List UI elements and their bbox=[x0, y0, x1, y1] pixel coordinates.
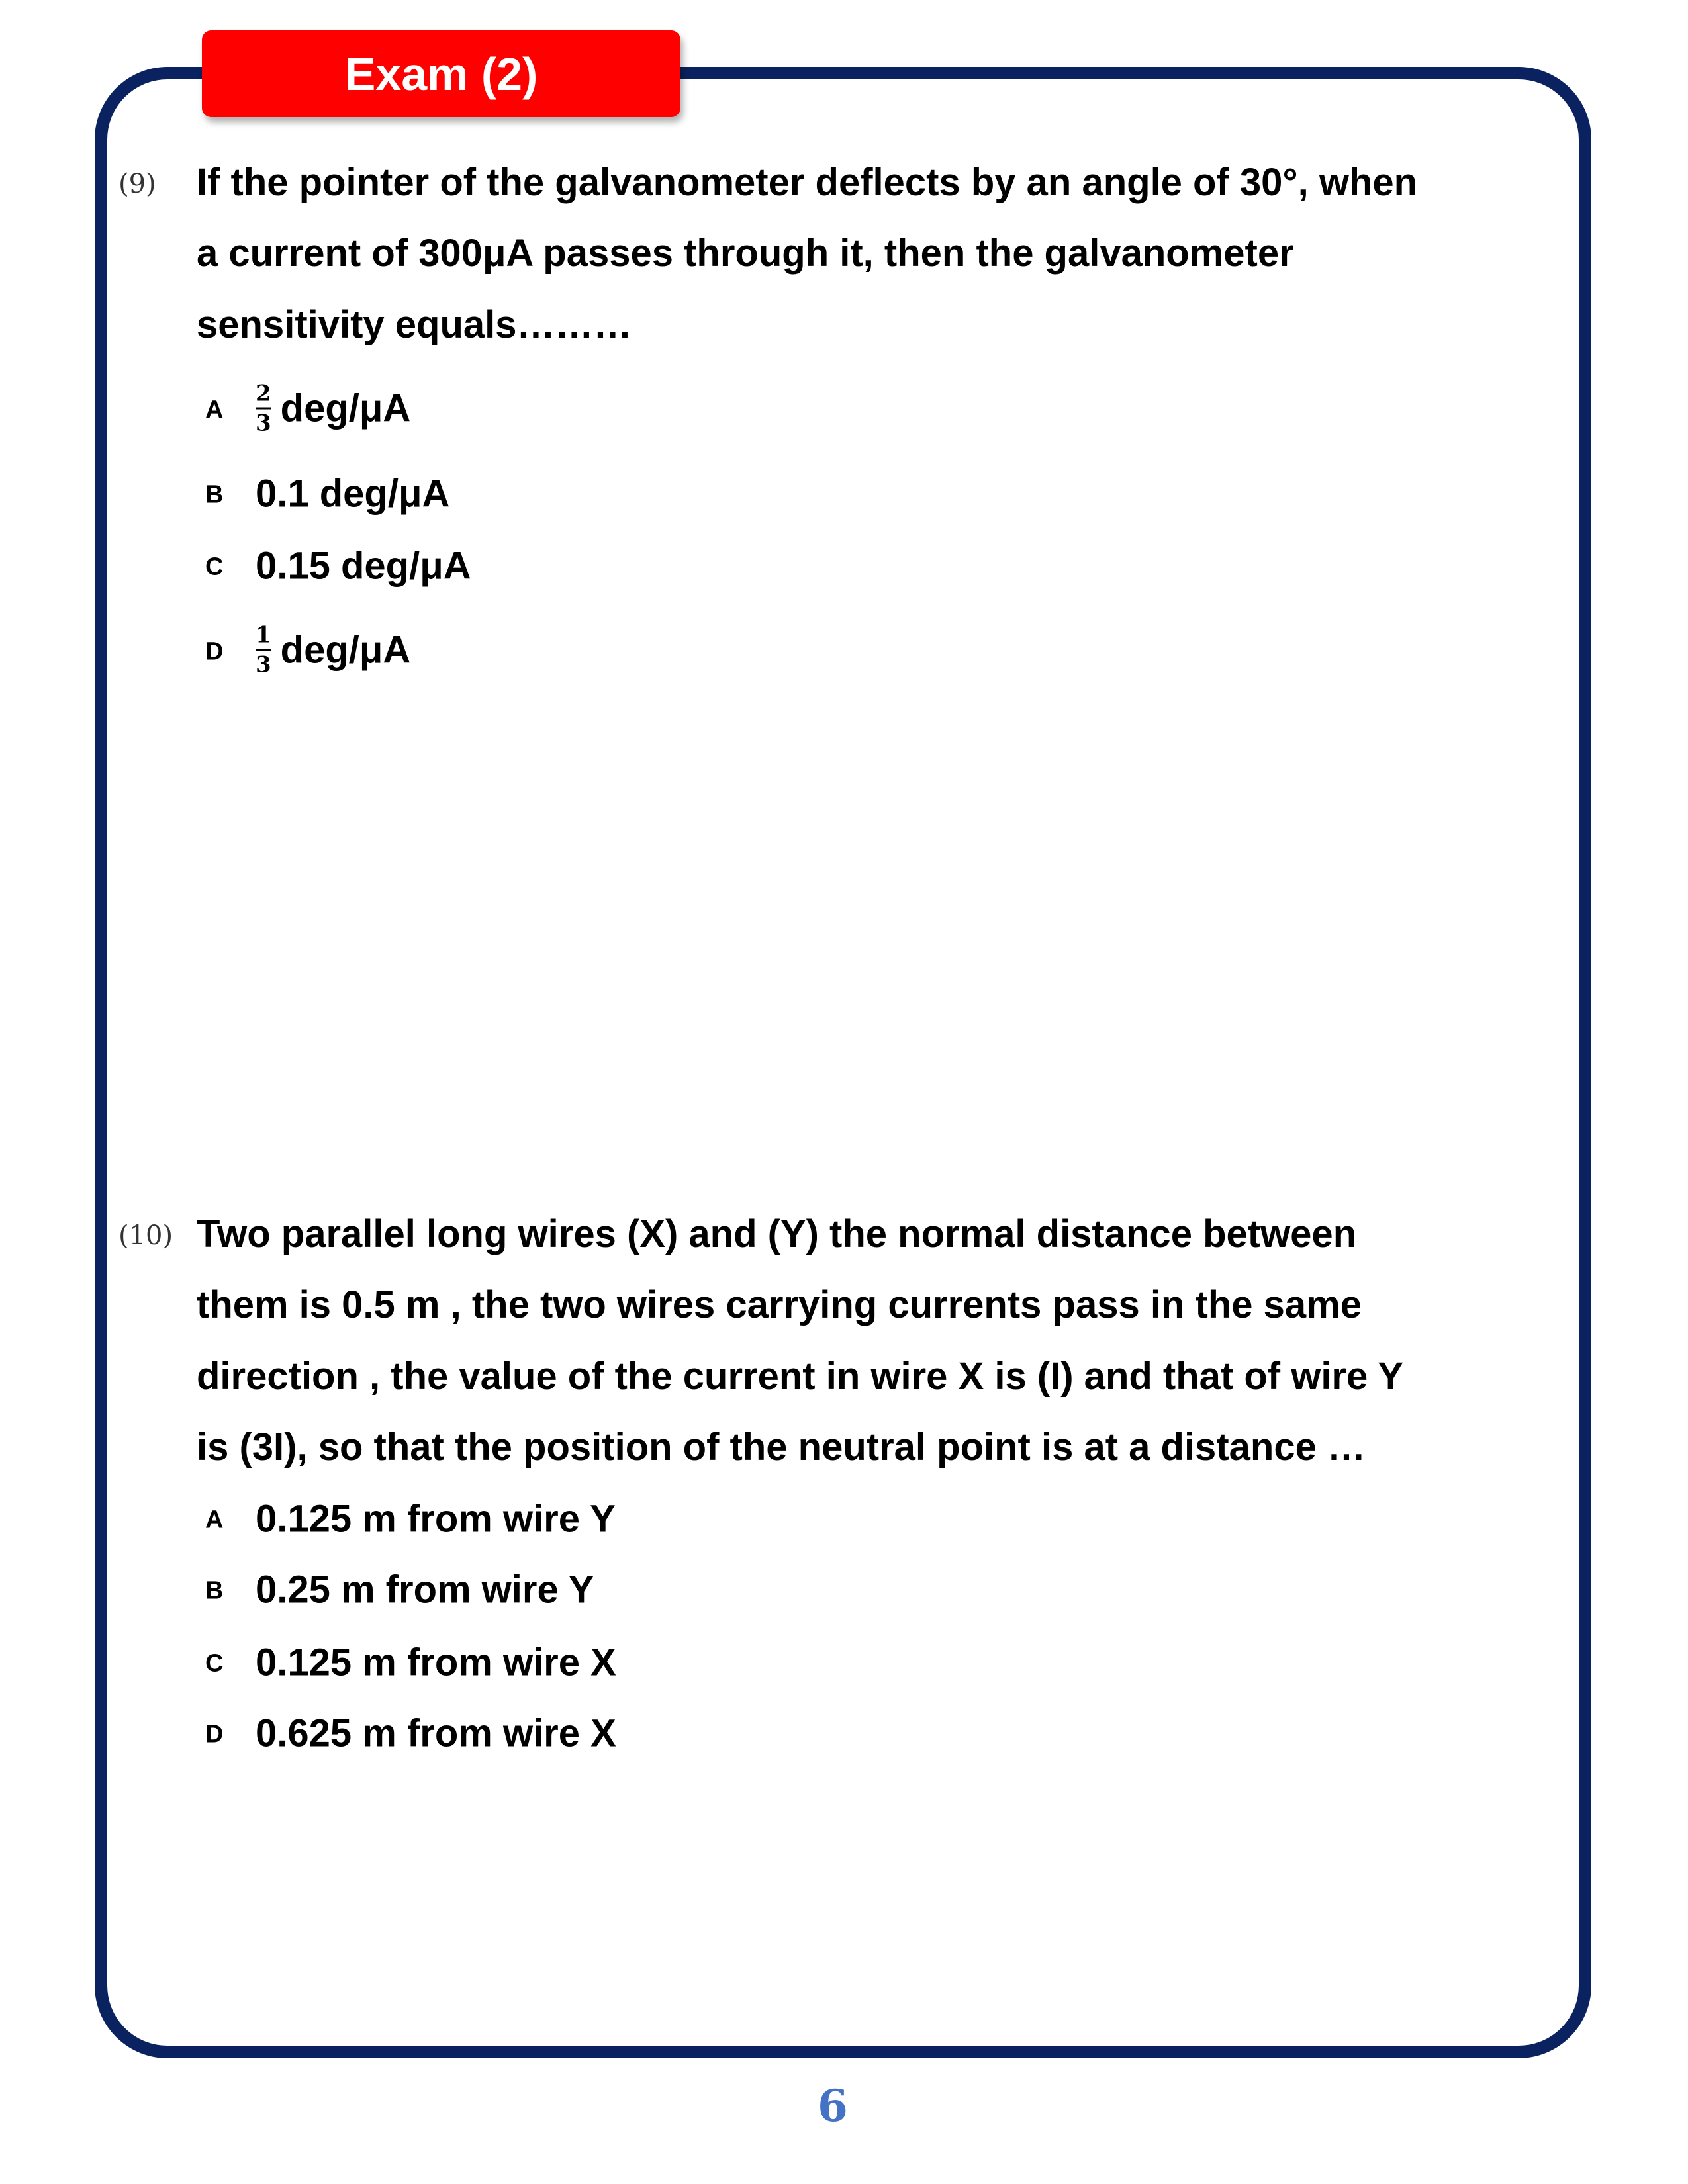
option-a[interactable]: 0.125 m from wire Y bbox=[256, 1497, 616, 1541]
option-a[interactable] bbox=[256, 380, 411, 437]
option-letter: A bbox=[205, 1506, 224, 1534]
option-letter: D bbox=[205, 637, 224, 666]
exam-title: Exam (2) bbox=[344, 48, 538, 100]
option-letter: B bbox=[205, 480, 224, 509]
denominator: 3 bbox=[256, 651, 271, 678]
numerator: 2 bbox=[256, 380, 271, 407]
numerator: 1 bbox=[256, 621, 271, 649]
fraction bbox=[256, 380, 271, 437]
question-text-line: them is 0.5 m , the two wires carrying currents pass in the same bbox=[197, 1283, 1362, 1326]
option-c[interactable]: 0.15 deg/μA bbox=[256, 544, 471, 588]
option-letter: D bbox=[205, 1720, 224, 1749]
option-d[interactable] bbox=[256, 621, 411, 678]
option-letter: C bbox=[205, 553, 224, 581]
question-number: (9) bbox=[118, 169, 156, 199]
question-text-line: direction , the value of the current in wire X is (I) and that of wire Y bbox=[197, 1355, 1404, 1398]
option-letter: A bbox=[205, 396, 224, 424]
question-text-line: a current of 300μA passes through it, then the galvanometer bbox=[197, 232, 1294, 275]
question-text-line: sensitivity equals……… bbox=[197, 303, 632, 346]
page-number: 6 bbox=[818, 2080, 848, 2132]
option-text: deg/μA bbox=[280, 628, 411, 672]
question-text-line: If the pointer of the galvanometer deflects by an angle of 30°, when bbox=[197, 161, 1418, 204]
exam-title-tab bbox=[202, 30, 680, 117]
exam-frame bbox=[95, 67, 1591, 2058]
option-b[interactable]: 0.25 m from wire Y bbox=[256, 1568, 594, 1612]
option-d[interactable]: 0.625 m from wire X bbox=[256, 1711, 616, 1755]
option-letter: B bbox=[205, 1576, 224, 1605]
denominator: 3 bbox=[256, 410, 271, 437]
fraction bbox=[256, 621, 271, 678]
option-c[interactable]: 0.125 m from wire X bbox=[256, 1641, 616, 1684]
option-letter: C bbox=[205, 1649, 224, 1678]
option-b[interactable]: 0.1 deg/μA bbox=[256, 472, 450, 516]
question-text-line: Two parallel long wires (X) and (Y) the normal distance between bbox=[197, 1212, 1357, 1255]
question-number: (10) bbox=[118, 1220, 173, 1251]
option-text: deg/μA bbox=[280, 387, 411, 430]
question-text-line: is (3I), so that the position of the neutral point is at a distance … bbox=[197, 1426, 1366, 1469]
